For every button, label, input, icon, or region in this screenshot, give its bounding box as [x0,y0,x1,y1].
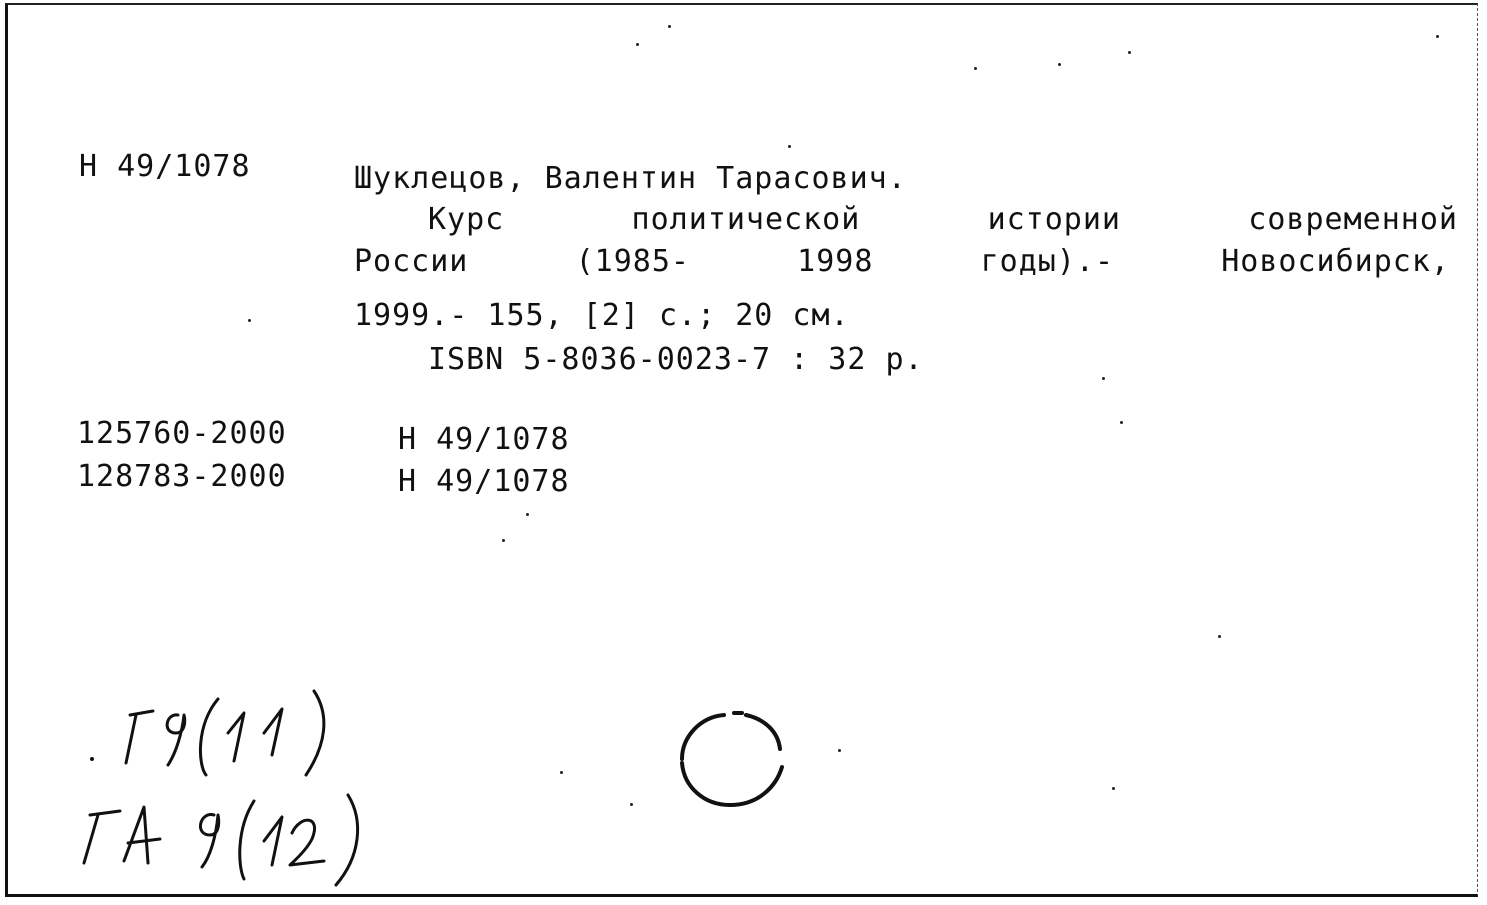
title-word: Новосибирск, [1221,244,1450,279]
title-line-2 [354,244,1450,279]
handwritten-note-2 [78,781,378,891]
scan-speck [636,43,639,46]
scan-speck [1218,635,1221,638]
inventory-number: 128783-2000 [77,459,287,494]
scan-speck [502,539,505,542]
punch-hole [676,707,790,813]
scan-speck [1436,35,1439,38]
scan-speck [1120,421,1123,424]
catalog-card [5,3,1478,897]
isbn-line: ISBN 5-8036-0023-7 : 32 р. [428,342,924,377]
title-line-1 [428,202,1458,237]
scan-speck [1102,377,1105,380]
title-word: истории [987,202,1121,237]
title-word: современной [1248,202,1458,237]
scan-speck [560,771,563,774]
title-word: 1998 [797,244,874,279]
title-word: России [354,244,469,279]
title-word: Курс [428,202,505,237]
holding-shelfmark: Н 49/1078 [398,422,570,457]
call-number: Н 49/1078 [79,149,251,184]
scan-speck [248,319,251,322]
scan-speck [668,25,671,28]
inventory-number: 125760-2000 [77,416,287,451]
title-word: политической [631,202,861,237]
scan-speck [1058,63,1061,66]
scan-speck [838,749,841,752]
title-word: годы).- [980,244,1115,279]
holding-shelfmark: Н 49/1078 [398,464,570,499]
author-heading: Шуклецов, Валентин Тарасович. [354,161,907,196]
scan-speck [788,145,791,148]
scan-speck [974,67,977,70]
publication-line: 1999.- 155, [2] с.; 20 см. [354,298,850,333]
scan-speck [1112,787,1115,790]
scan-speck [630,803,633,806]
handwritten-note-1 [78,675,348,785]
scan-speck [1128,51,1131,54]
scan-speck [526,513,529,516]
title-word: (1985- [575,244,690,279]
